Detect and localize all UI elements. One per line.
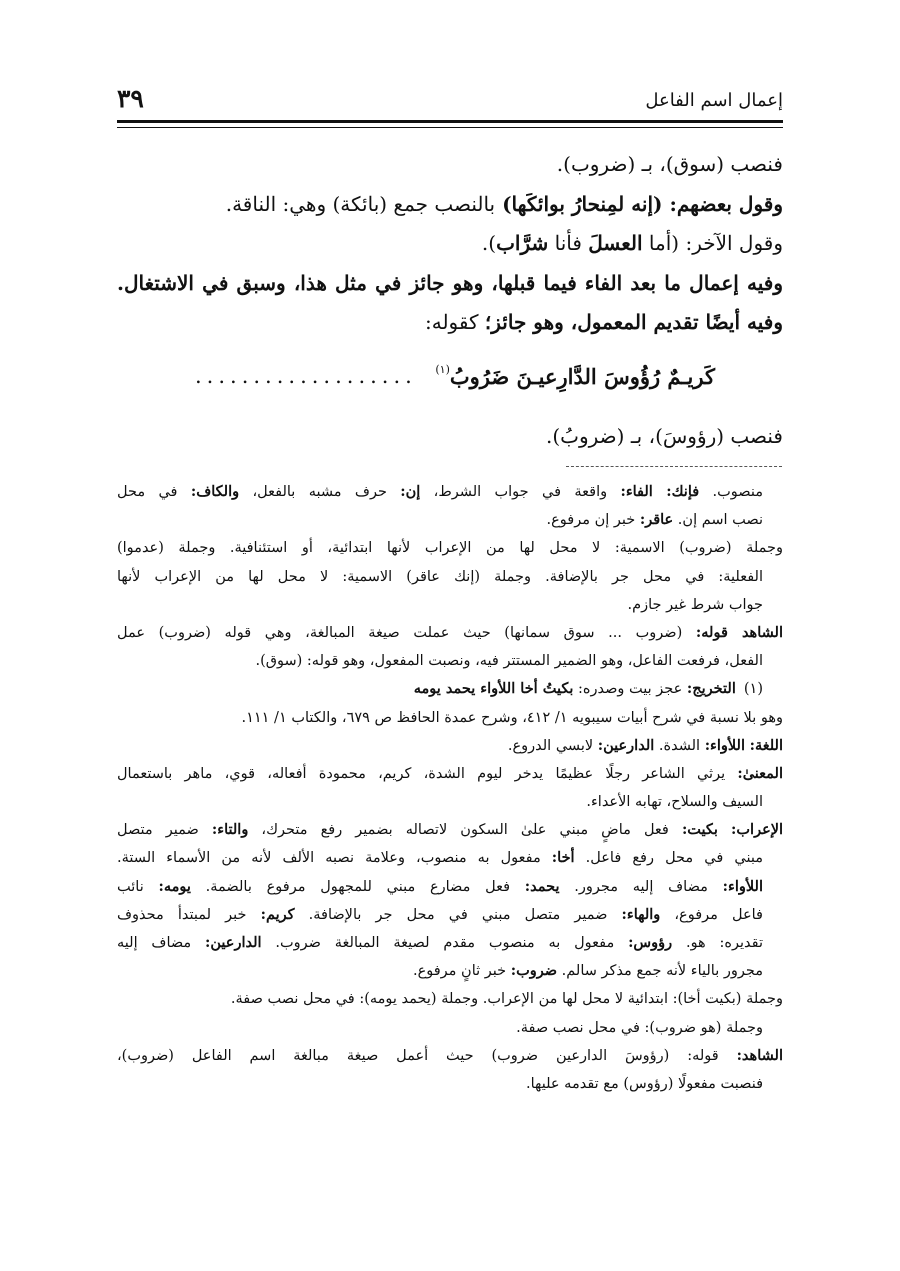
- note-line: الإعراب: بكيت: فعل ماضٍ مبني علىٰ السكون لاتصاله بضمير رفع متحرك، والتاء: ضمير متصل: [117, 821, 783, 839]
- note-line: وهو بلا نسبة في شرح أبيات سيبويه ١/ ٤١٢، وشرح عمدة الحافظ ص ٦٧٩، والكتاب ١/ ١١١.: [241, 709, 783, 726]
- text-line: فنصب (سوق)، بـ (ضروب).: [556, 152, 783, 176]
- main-text: [117, 145, 783, 343]
- note-line: مبني في محل رفع فاعل. أخا: مفعول به منصوب، وعلامة نصبه الألف لأنه من الأسماء الستة.: [117, 849, 763, 867]
- main-text-continued: [117, 416, 783, 456]
- note-line: وجملة (هو ضروب): في محل نصب صفة.: [516, 1019, 763, 1036]
- verse-ellipsis: ...................: [195, 364, 417, 388]
- text-line: وفيه إعمال ما بعد الفاء فيما قبلها، وهو جائز في مثل هذا، وسبق في الاشتغال.: [117, 270, 783, 295]
- note-line: الفعل، فرفعت الفاعل، وهو الضمير المستتر فيه، ونصبت المفعول، وهو قوله: (سوق).: [255, 653, 763, 670]
- note-line: وجملة (ضروب) الاسمية: لا محل لها من الإعراب لأنها ابتدائية، أو استئنافية. وجملة (عدموا): [117, 540, 783, 557]
- note-line: جواب شرط غير جازم.: [627, 596, 763, 613]
- text-line: فنصب (رؤوسَ)، بـ (ضروبُ).: [546, 424, 783, 448]
- note-line: الفعلية: في محل جر بالإضافة. وجملة (إنك عاقر) الاسمية: لا محل لها من الإعراب لأنها: [117, 568, 763, 585]
- note-line: المعنىٰ: يرثي الشاعر رجلًا عظيمًا يدخر ليوم الشدة، كريم، محمودة أفعاله، قوي، ماهر باستعمال: [117, 764, 783, 782]
- page-number: ٣٩: [117, 84, 144, 113]
- note-line: مجرور بالياء لأنه جمع مذكر سالم. ضروب: خبر ثانٍ مرفوع.: [412, 962, 763, 980]
- note-line: السيف والسلاح، تهابه الأعداء.: [586, 794, 763, 811]
- header-rule-thin: [117, 127, 783, 128]
- note-line: نصب اسم إن. عاقر: خبر إن مرفوع.: [546, 511, 763, 529]
- note-line: اللغة: اللأواء: الشدة. الدارعين: لابسي الدروع.: [507, 736, 783, 754]
- footnote-separator: [566, 466, 782, 467]
- text-line: وقول الآخر: (أما العسلَ فأنا شرَّاب).: [481, 231, 783, 255]
- footnote-ref: (١): [435, 363, 450, 376]
- note-line: (١)التخريج: عجز بيت وصدره: بكيتُ أخا اللأواء يحمد يومه: [413, 680, 763, 698]
- note-line: الشاهد قوله: (ضروب ... سوق سمانها) حيث عملت صيغة المبالغة، وهي قوله (ضروب) عمل: [117, 623, 783, 641]
- header-rule-thick: [117, 120, 783, 123]
- running-header: [117, 84, 783, 118]
- verse-hemistich: كَريـمٌ رُؤُوسَ الدَّارِعيـنَ ضَرُوبُ$^{(١)}$: [435, 363, 715, 389]
- note-line: فنصبت مفعولًا (رؤوس) مع تقدمه عليها.: [526, 1075, 763, 1092]
- note-line: تقديره: هو. رؤوس: مفعول به منصوب مقدم لصيغة المبالغة ضروب. الدارعين: مضاف إليه: [117, 934, 764, 951]
- note-line: اللأواء: مضاف إليه مجرور. يحمد: فعل مضارع مبني للمجهول مرفوع بالضمة. يومه: نائب: [117, 877, 763, 895]
- note-line: فاعل مرفوع، والهاء: ضمير متصل مبني في محل جر بالإضافة. كريم: خبر لمبتدأ محذوف: [117, 905, 763, 923]
- footnote-number: (١): [743, 681, 763, 698]
- verse-quote: [195, 360, 715, 400]
- note-line: وجملة (بكيت أخا): ابتدائية لا محل لها من الإعراب. وجملة (يحمد يومه): في محل نصب صفة.: [230, 991, 783, 1008]
- text-line: وقول بعضهم: (إنه لمِنحارُ بوائكَها) بالنصب جمع (بائكة) وهي: الناقة.: [225, 191, 783, 216]
- chapter-title: إعمال اسم الفاعل: [645, 90, 783, 111]
- note-line: منصوب. فإنك: الفاء: واقعة في جواب الشرط، إن: حرف مشبه بالفعل، والكاف: في محل: [117, 483, 764, 500]
- text-line: وفيه أيضًا تقديم المعمول، وهو جائز؛ كقوله:: [425, 310, 783, 334]
- note-line: الشاهد: قوله: (رؤوسَ الدارعين ضروب) حيث أعمل صيغة مبالغة اسم الفاعل (ضروب)،: [117, 1046, 783, 1064]
- footnotes: [117, 478, 783, 1098]
